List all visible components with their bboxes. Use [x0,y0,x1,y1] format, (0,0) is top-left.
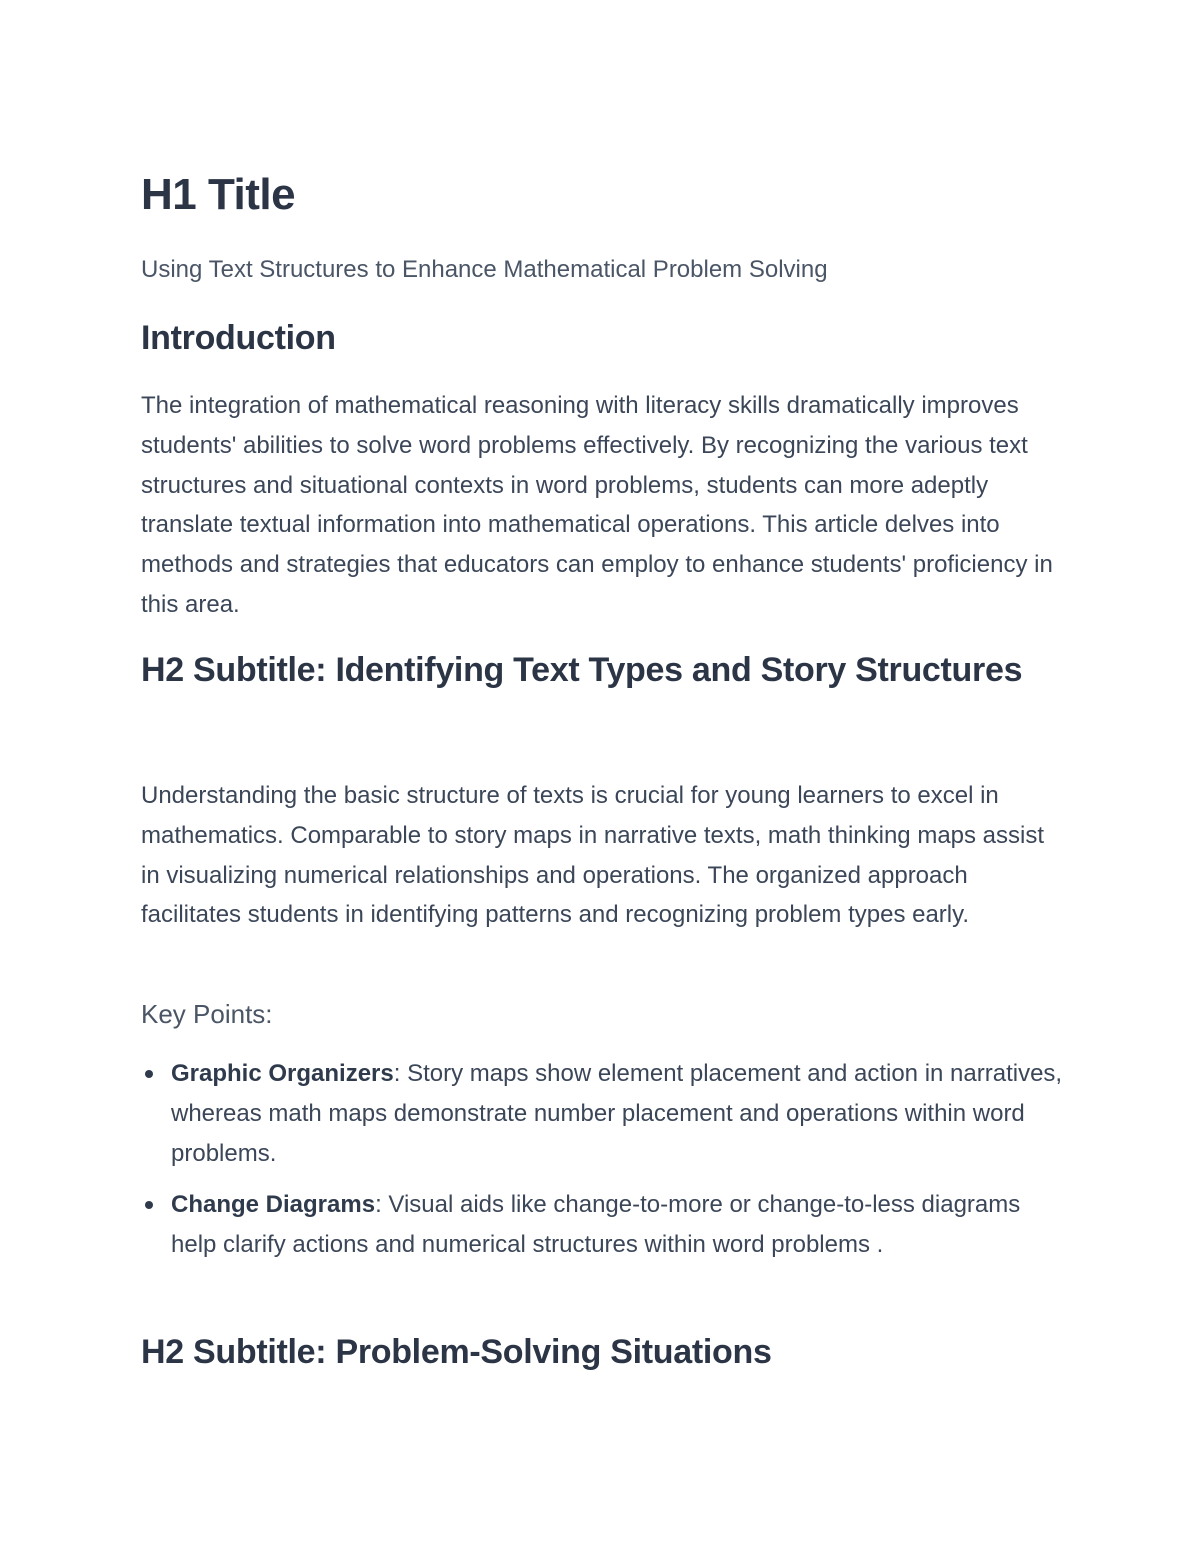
key-point-term: Graphic Organizers [171,1060,394,1087]
key-point-term: Change Diagrams [171,1191,376,1219]
list-item [141,1185,1071,1265]
section-paragraph-text-types: Understanding the basic structure of texts is crucial for young learners to excel in mathematics. Comparable to story maps in narrative texts, math thinking maps assist in visualizing numerical relationships and operations. The organized approach facilitates students in identifying patterns and recognizing problem types early. [141,782,1045,929]
key-point-text: : Story maps show element placement and action in narratives, whereas math maps demonstrate number placement and operations within word problems. [171,1060,1063,1167]
key-point-text: : Visual aids like change-to-more or change-to-less diagrams help clarify actions and numerical structures within word problems . [171,1191,1021,1259]
key-points-label: Key Points: [141,999,273,1029]
key-points-list [141,1054,1071,1277]
bullet-icon [145,1070,153,1078]
section-heading-text-types: H2 Subtitle: Identifying Text Types and Story Structures [141,651,1023,689]
document-subtitle: Using Text Structures to Enhance Mathematical Problem Solving [141,256,828,283]
section-heading-problem-solving: H2 Subtitle: Problem-Solving Situations [141,1333,772,1371]
list-item [141,1054,1071,1173]
page-title: H1 Title [141,170,296,219]
introduction-heading: Introduction [141,319,336,357]
introduction-paragraph: The integration of mathematical reasoning with literacy skills dramatically improves students' abilities to solve word problems effectively. By recognizing the various text structures and situational contexts in word problems, students can more adeptly translate textual information into mathematical operations. This article delves into methods and strategies that educators can employ to enhance students' proficiency in this area. [141,392,1053,618]
bullet-icon [145,1201,153,1209]
